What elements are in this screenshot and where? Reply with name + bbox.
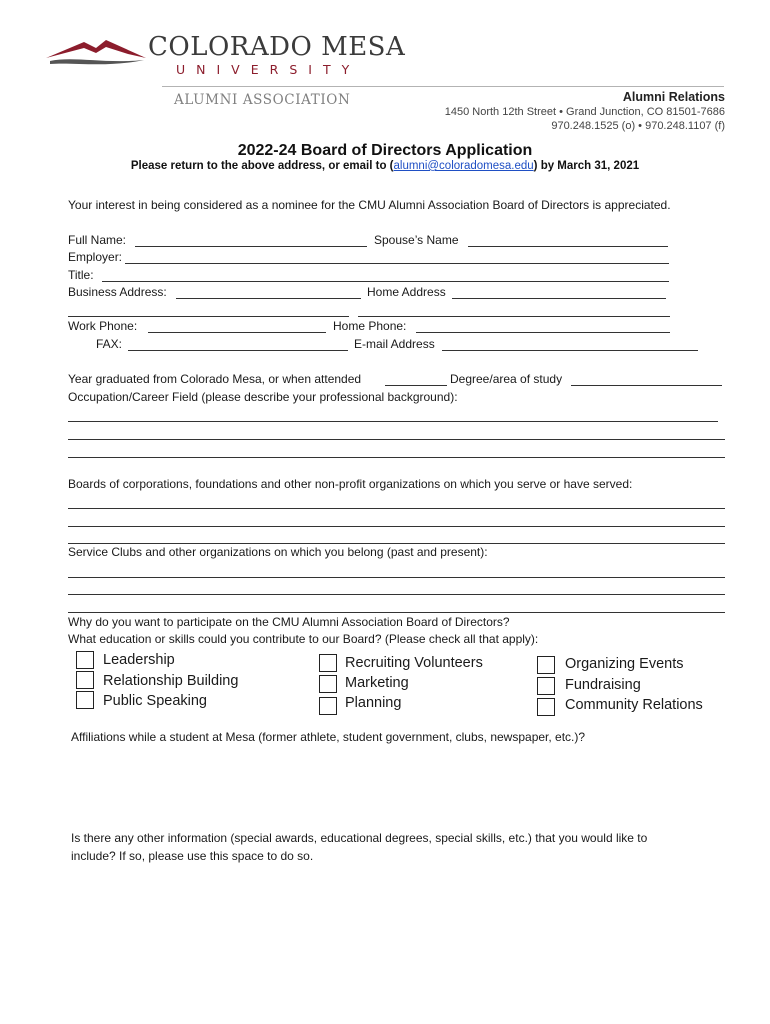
community-relations-checkbox[interactable] [537,698,555,716]
logo-wordmark: COLORADO MESA [148,32,406,62]
recruiting-volunteers-checkbox[interactable] [319,654,337,672]
degree-field[interactable] [571,385,722,386]
subtitle-before: Please return to the above address, or email to ( [130,160,394,172]
work-phone-field[interactable] [148,332,326,333]
email-link[interactable]: alumni@coloradomesa.edu [393,160,534,172]
header-divider [162,86,724,87]
occupation-label: Occupation/Career Field (please describe your professional background): [68,390,458,404]
occupation-line-3[interactable] [68,457,725,458]
year-graduated-label: Year graduated from Colorado Mesa, or when attended [68,372,362,386]
title-label: Title: [68,268,94,282]
marketing-label: Marketing [345,675,409,691]
fundraising-label: Fundraising [565,677,641,693]
document-title: 2022-24 Board of Directors Application [237,142,533,159]
home-address-field[interactable] [452,298,666,299]
planning-label: Planning [345,695,402,711]
university-logo-mountain-icon [44,34,148,68]
boards-line-2[interactable] [68,526,725,527]
boards-line-1[interactable] [68,508,725,509]
organizing-events-label: Organizing Events [565,656,684,672]
fax-field[interactable] [128,350,348,351]
email-address-label: E-mail Address [354,337,435,351]
email-address-field[interactable] [442,350,698,351]
subtitle-after: ) by March 31, 2021 [533,160,640,172]
community-relations-label: Community Relations [565,697,703,713]
logo-university-word: UNIVERSITY [176,62,361,77]
full-name-label: Full Name: [68,233,127,247]
occupation-line-2[interactable] [68,439,725,440]
full-name-field[interactable] [135,246,367,247]
employer-field[interactable] [125,263,669,264]
other-info-question-line2: include? If so, please use this space to do so. [71,849,314,863]
occupation-line-1[interactable] [68,421,718,422]
title-field[interactable] [102,281,669,282]
marketing-checkbox[interactable] [319,675,337,693]
leadership-label: Leadership [103,652,175,668]
clubs-question: Service Clubs and other organizations on which you belong (past and present): [68,545,488,559]
other-info-question-line1: Is there any other information (special awards, educational degrees, special skills, etc.) that you would like to [71,831,648,845]
degree-label: Degree/area of study [450,372,563,386]
clubs-line-3[interactable] [68,612,725,613]
document-subtitle [0,160,770,172]
employer-label: Employer: [68,250,123,264]
home-phone-label: Home Phone: [333,319,407,333]
fundraising-checkbox[interactable] [537,677,555,695]
public-speaking-label: Public Speaking [103,693,207,709]
business-address-label: Business Address: [68,285,167,299]
affiliations-question: Affiliations while a student at Mesa (former athlete, student government, clubs, newspaper, etc.)? [71,730,586,744]
contact-phones: 970.248.1525 (o) • 970.248.1107 (f) [551,120,725,132]
recruiting-volunteers-label: Recruiting Volunteers [345,655,483,671]
business-address-field-line2[interactable] [68,316,349,317]
clubs-line-1[interactable] [68,577,725,578]
intro-text: Your interest in being considered as a nominee for the CMU Alumni Association Board of Directors is appreciated. [68,198,671,212]
business-address-field[interactable] [176,298,361,299]
clubs-line-2[interactable] [68,594,725,595]
why-question: Why do you want to participate on the CMU Alumni Association Board of Directors? [68,615,510,629]
home-phone-field[interactable] [416,332,670,333]
contact-address: 1450 North 12th Street • Grand Junction, CO 81501-7686 [444,106,725,118]
work-phone-label: Work Phone: [68,319,138,333]
planning-checkbox[interactable] [319,697,337,715]
home-address-field-line2[interactable] [358,316,670,317]
boards-line-3[interactable] [68,543,725,544]
alumni-relations-title: Alumni Relations [622,90,725,104]
alumni-association-label: ALUMNI ASSOCIATION [174,92,351,108]
fax-label: FAX: [96,337,123,351]
public-speaking-checkbox[interactable] [76,691,94,709]
relationship-building-label: Relationship Building [103,673,239,689]
organizing-events-checkbox[interactable] [537,656,555,674]
home-address-label: Home Address [367,285,446,299]
boards-question: Boards of corporations, foundations and other non-profit organizations on which you serve or have served: [68,477,633,491]
skills-question: What education or skills could you contribute to our Board? (Please check all that apply): [68,632,539,646]
spouse-name-label: Spouse’s Name [374,233,459,247]
year-graduated-field[interactable] [385,385,447,386]
spouse-name-field[interactable] [468,246,668,247]
leadership-checkbox[interactable] [76,651,94,669]
relationship-building-checkbox[interactable] [76,671,94,689]
